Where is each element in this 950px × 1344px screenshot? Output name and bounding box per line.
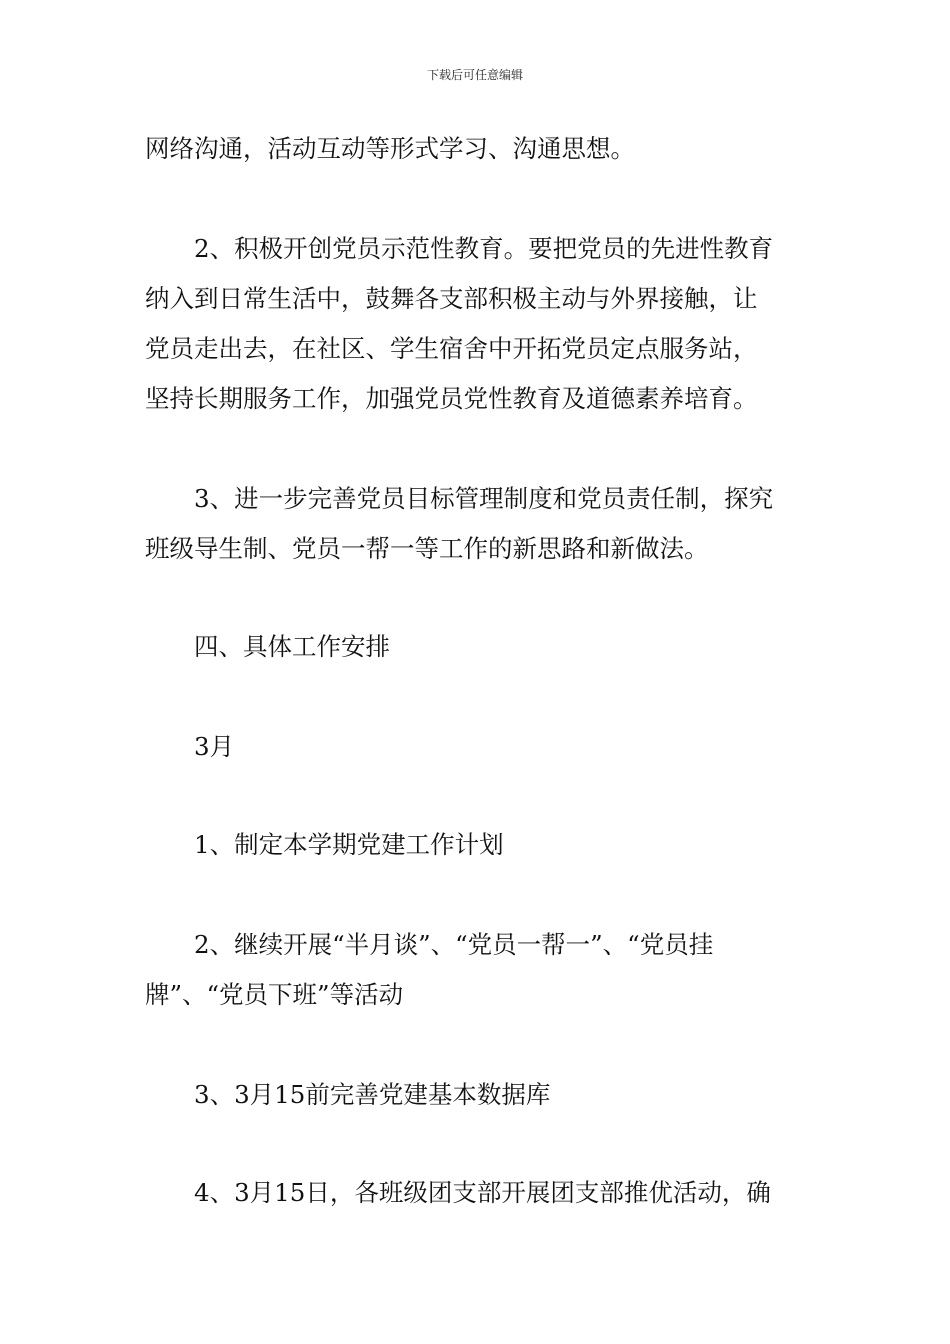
text-line: 坚持长期服务工作，加强党员党性教育及道德素养培育。 xyxy=(145,384,758,413)
text-line: 4、3月15日，各班级团支部开展团支部推优活动，确 xyxy=(194,1178,771,1207)
section-heading: 四、具体工作安排 xyxy=(194,632,390,661)
text-line: 班级导生制、党员一帮一等工作的新思路和新做法。 xyxy=(145,534,709,563)
text-line: 3、进一步完善党员目标管理制度和党员责任制，探究 xyxy=(194,484,774,513)
text-line: 3、3月15前完善党建基本数据库 xyxy=(194,1080,551,1109)
text-line: 网络沟通，活动互动等形式学习、沟通思想。 xyxy=(145,134,635,163)
text-line: 牌”、“党员下班”等活动 xyxy=(145,980,404,1009)
text-line: 党员走出去，在社区、学生宿舍中开拓党员定点服务站， xyxy=(145,334,758,363)
text-line: 2、积极开创党员示范性教育。要把党员的先进性教育 xyxy=(194,234,774,263)
month-heading: 3月 xyxy=(194,732,235,761)
text-line: 2、继续开展“半月谈”、“党员一帮一”、“党员挂 xyxy=(194,930,714,959)
text-line: 纳入到日常生活中，鼓舞各支部积极主动与外界接触，让 xyxy=(145,284,758,313)
page-header: 下载后可任意编辑 xyxy=(426,68,523,82)
text-line: 1、制定本学期党建工作计划 xyxy=(194,830,504,859)
